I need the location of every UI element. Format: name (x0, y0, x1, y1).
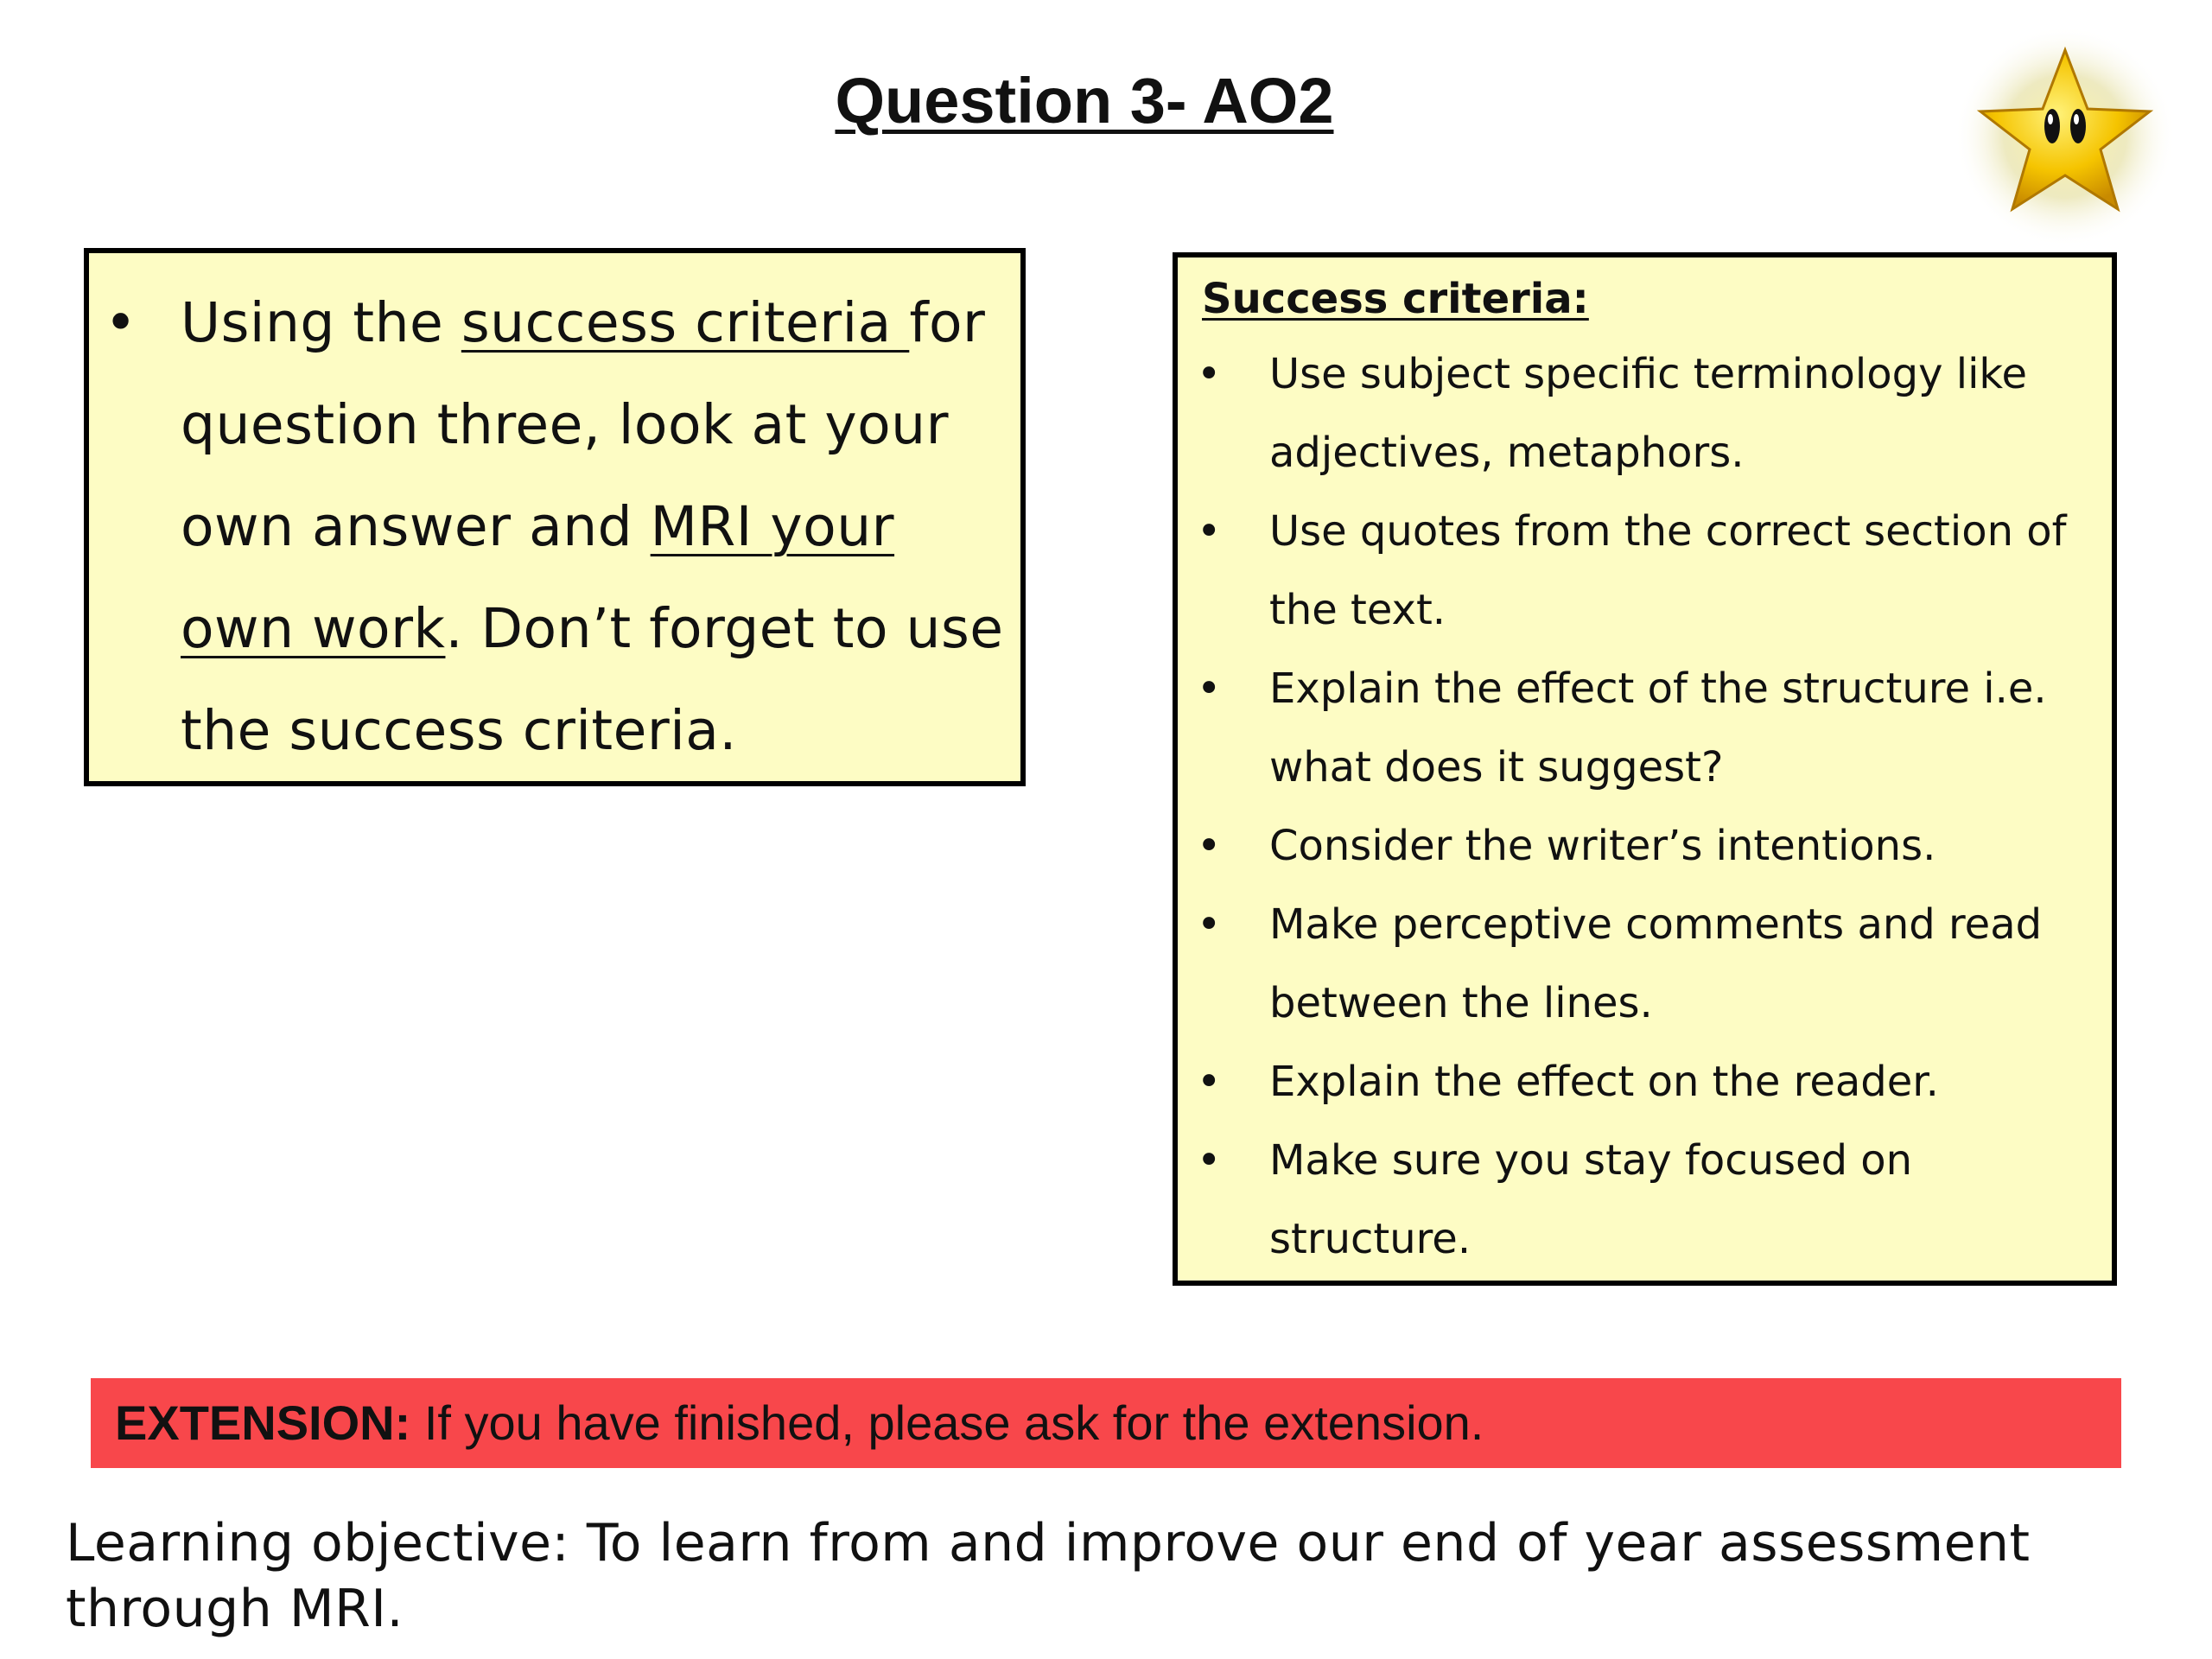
task-seg-0: Using the (181, 291, 461, 354)
success-criteria-heading: Success criteria: (1202, 275, 1589, 323)
criteria-item: • Use quotes from the correct section of the text. (1197, 507, 2067, 634)
success-criteria-box (1173, 252, 2117, 1286)
task-box (84, 248, 1026, 786)
criteria-item: • Consider the writer’s intentions. (1197, 822, 1936, 870)
criteria-item: • Make perceptive comments and read between the lines. (1197, 900, 2043, 1027)
task-seg-2: for question three, look at your own answer and (181, 291, 986, 558)
extension-label: EXTENSION: (115, 1395, 411, 1450)
page-title: Question 3- AO2 (835, 65, 1334, 137)
criteria-item: • Make sure you stay focused on structure. (1197, 1136, 1913, 1263)
extension-text: If you have finished, please ask for the extension. (410, 1395, 1484, 1450)
success-criteria-list (1178, 335, 2111, 1279)
task-seg-4: . Don’t forget to use the success criteria. (181, 597, 1004, 762)
star-icon (1948, 24, 2182, 249)
success-criteria-link-text: success criteria (461, 291, 910, 354)
extension-banner (91, 1378, 2121, 1468)
task-bullet: • (105, 291, 137, 354)
criteria-item: • Explain the effect on the reader. (1197, 1058, 1939, 1106)
learning-objective: Learning objective: To learn from and improve our end of year assessment through MRI. (66, 1513, 2031, 1639)
criteria-item: • Use subject specific terminology like adjectives, metaphors. (1197, 350, 2028, 477)
task-text (181, 272, 1010, 782)
mri-own-work-text: MRI your own work (181, 495, 895, 660)
criteria-item: • Explain the effect of the structure i.e. what does it suggest? (1197, 664, 2047, 791)
